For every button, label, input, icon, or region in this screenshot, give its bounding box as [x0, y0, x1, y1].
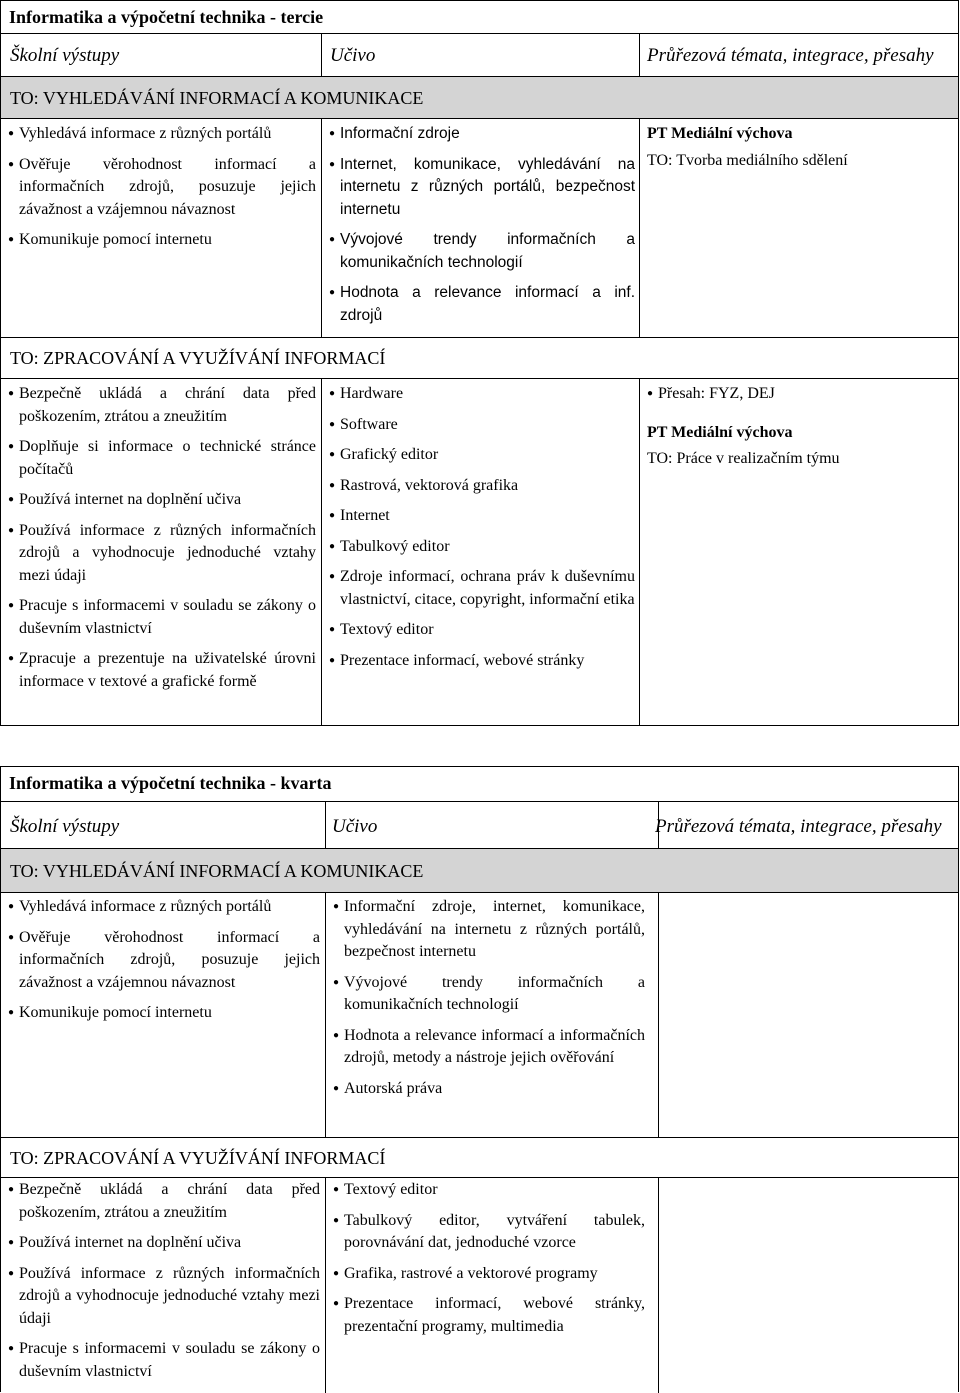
list-item: ● Pracuje s informacemi v souladu se zákony o duševním vlastnictví	[8, 595, 316, 640]
header-content: Učivo	[330, 45, 376, 66]
list-item: ● Ověřuje věrohodnost informací a informačních zdrojů, posuzuje jejich závažnost a vzájemnou návaznost	[8, 154, 316, 222]
list-item: ● Vývojové trendy informačních a komunikačních technologií	[329, 229, 635, 274]
list-item: ● Vyhledává informace z různých portálů	[8, 896, 320, 919]
header-content: Učivo	[332, 816, 378, 837]
kvarta-s2-content	[333, 1179, 645, 1346]
tercie-s2-outputs	[8, 383, 316, 701]
list-item: ● Textový editor	[329, 619, 635, 642]
list-item: ● Doplňuje si informace o technické stránce počítačů	[8, 436, 316, 481]
list-item: ● Bezpečně ukládá a chrání data před poškozením, ztrátou a zneužitím	[8, 1179, 320, 1224]
tercie-s1-content	[329, 123, 635, 335]
list-item: ● Zpracuje a prezentuje na uživatelské úrovni informace v textové a grafické formě	[8, 648, 316, 693]
list-item: ● Přesah: FYZ, DEJ	[647, 383, 953, 406]
section-band-processing: TO: ZPRACOVÁNÍ A VYUŽÍVÁNÍ INFORMACÍ	[1, 337, 958, 379]
section-band-search: TO: VYHLEDÁVÁNÍ INFORMACÍ A KOMUNIKACE	[1, 76, 958, 119]
themes-text: TO: Práce v realizačním týmu	[647, 450, 840, 467]
kvarta-title: Informatika a výpočetní technika - kvarta	[9, 773, 332, 793]
list-item: ● Informační zdroje, internet, komunikace, vyhledávání na internetu z různých portálů, bezpečnost internetu	[333, 896, 645, 964]
list-item: ● Internet	[329, 505, 635, 528]
list-item: ● Internet, komunikace, vyhledávání na internetu z různých portálů, bezpečnost internetu	[329, 154, 635, 222]
list-item: ● Grafika, rastrové a vektorové programy	[333, 1263, 645, 1286]
themes-title: PT Mediální výchova	[647, 423, 793, 441]
kvarta-s2-outputs	[8, 1179, 320, 1391]
kvarta-table	[0, 766, 959, 1392]
list-item: ● Vyhledává informace z různých portálů	[8, 123, 316, 146]
list-item: ● Používá internet na doplnění učiva	[8, 1232, 320, 1255]
list-item: ● Grafický editor	[329, 444, 635, 467]
tercie-s2-themes	[647, 383, 953, 479]
list-item: ● Informační zdroje	[329, 123, 635, 146]
list-item: ● Používá internet na doplnění učiva	[8, 489, 316, 512]
themes-text: TO: Tvorba mediálního sdělení	[647, 151, 848, 169]
header-themes: Průřezová témata, integrace, přesahy	[655, 816, 942, 837]
header-outputs: Školní výstupy	[10, 45, 120, 66]
header-themes: Průřezová témata, integrace, přesahy	[647, 45, 934, 66]
section-band-processing: TO: ZPRACOVÁNÍ A VYUŽÍVÁNÍ INFORMACÍ	[1, 1137, 958, 1178]
list-item: ● Zdroje informací, ochrana práv k duševnímu vlastnictví, citace, copyright, informační etika	[329, 566, 635, 611]
list-item: ● Hardware	[329, 383, 635, 406]
list-item: ● Hodnota a relevance informací a inf. zdrojů	[329, 282, 635, 327]
list-item: ● Prezentace informací, webové stránky, prezentační programy, multimedia	[333, 1293, 645, 1338]
list-item: ● Autorská práva	[333, 1078, 645, 1101]
list-item: ● Prezentace informací, webové stránky	[329, 650, 635, 673]
list-item: ● Bezpečně ukládá a chrání data před poškozením, ztrátou a zneužitím	[8, 383, 316, 428]
tercie-title: Informatika a výpočetní technika - tercie	[9, 7, 324, 27]
list-item: ● Rastrová, vektorová grafika	[329, 475, 635, 498]
tercie-s2-content	[329, 383, 635, 680]
header-outputs: Školní výstupy	[10, 816, 120, 837]
themes-title: PT Mediální výchova	[647, 125, 793, 142]
tercie-s1-outputs	[8, 123, 316, 260]
list-item: ● Komunikuje pomocí internetu	[8, 1002, 320, 1025]
list-item: ● Software	[329, 414, 635, 437]
list-item: ● Vývojové trendy informačních a komunikačních technologií	[333, 972, 645, 1017]
list-item: ● Tabulkový editor, vytváření tabulek, porovnávání dat, jednoduché vzorce	[333, 1210, 645, 1255]
kvarta-s1-outputs	[8, 896, 320, 1033]
section-band-search: TO: VYHLEDÁVÁNÍ INFORMACÍ A KOMUNIKACE	[1, 848, 958, 893]
list-item: ● Používá informace z různých informačních zdrojů a vyhodnocuje jednoduché vztahy mezi údaji	[8, 1263, 320, 1331]
list-item: ● Hodnota a relevance informací a informačních zdrojů, metody a nástroje jejich ověřování	[333, 1025, 645, 1070]
list-item: ● Ověřuje věrohodnost informací a informačních zdrojů, posuzuje jejich závažnost a vzájemnou návaznost	[8, 927, 320, 995]
tercie-s1-themes	[647, 123, 953, 180]
list-item: ● Pracuje s informacemi v souladu se zákony o duševním vlastnictví	[8, 1338, 320, 1383]
list-item: ● Tabulkový editor	[329, 536, 635, 559]
kvarta-s1-content	[333, 896, 645, 1108]
list-item: ● Komunikuje pomocí internetu	[8, 229, 316, 252]
list-item: ● Používá informace z různých informačních zdrojů a vyhodnocuje jednoduché vztahy mezi údaji	[8, 520, 316, 588]
list-item: ● Textový editor	[333, 1179, 645, 1202]
